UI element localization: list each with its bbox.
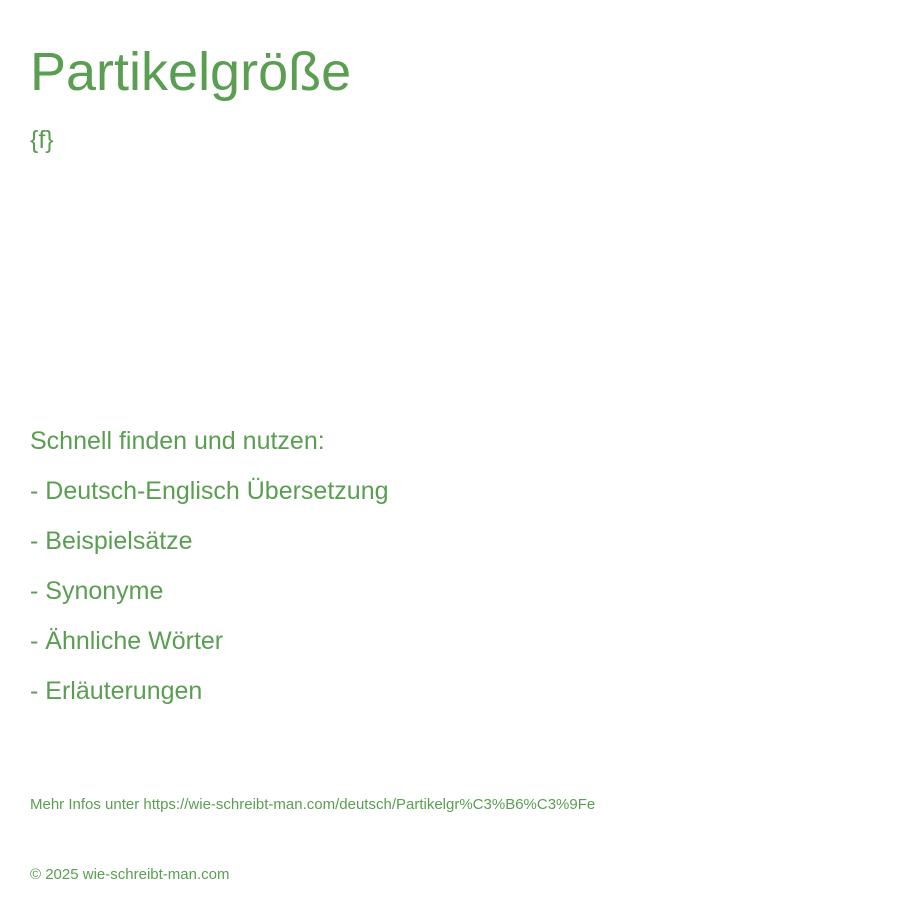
more-info [30, 795, 595, 815]
feature-list [30, 424, 389, 724]
feature-item-similar-words: - Ähnliche Wörter [30, 627, 224, 655]
page-title: Partikelgröße [30, 42, 352, 102]
copyright: © 2025 wie-schreibt-man.com [30, 866, 230, 883]
gender-label: {f} [30, 126, 54, 154]
more-info-url[interactable]: https://wie-schreibt-man.com/deutsch/Partikelgr%C3%B6%C3%9Fe [143, 796, 596, 813]
more-info-prefix: Mehr Infos unter [30, 796, 144, 813]
feature-item-example-sentences: - Beispielsätze [30, 527, 193, 555]
feature-item-synonyms: - Synonyme [30, 577, 164, 605]
feature-list-heading: Schnell finden und nutzen: [30, 427, 325, 455]
feature-items [30, 474, 389, 724]
feature-item-explanations: - Erläuterungen [30, 677, 203, 705]
feature-item-translation: - Deutsch-Englisch Übersetzung [30, 477, 389, 505]
